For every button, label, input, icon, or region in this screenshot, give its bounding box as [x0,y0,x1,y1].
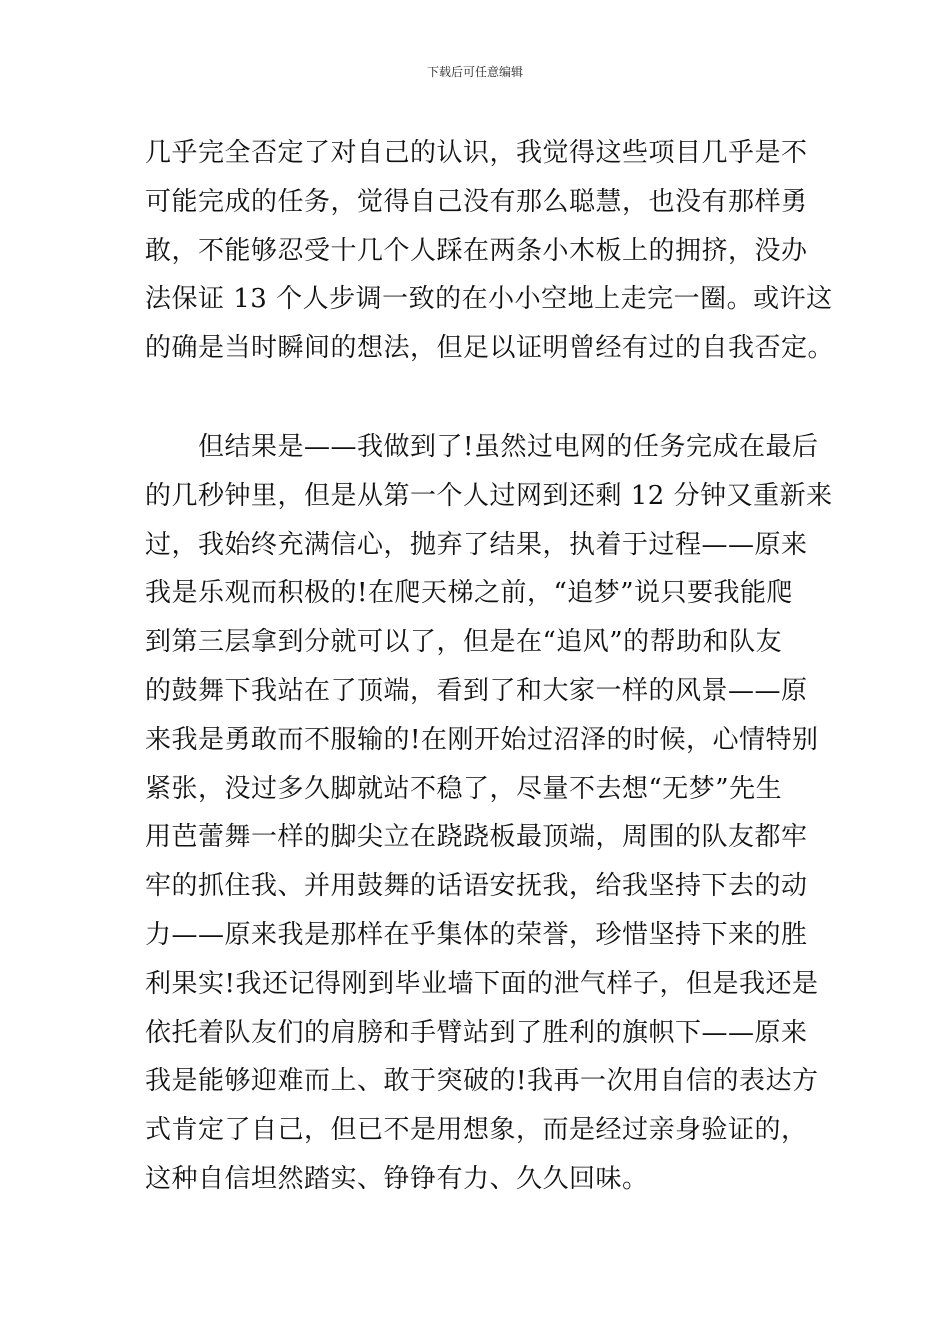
paragraph-line: 的几秒钟里，但是从第一个人过网到还剩 12 分钟又重新来 [145,480,833,511]
paragraph-line: 可能完成的任务，觉得自己没有那么聪慧，也没有那样勇 [145,186,808,217]
paragraph-line: 但结果是——我做到了!虽然过电网的任务完成在最后 [145,432,819,462]
paragraph-line: 过，我始终充满信心，抛弃了结果，执着于过程——原来 [145,529,808,560]
paragraph-2 [145,423,833,1204]
paragraph-line: 来我是勇敢而不服输的!在刚开始过沼泽的时候，心情特别 [145,724,819,755]
page-header: 下载后可任意编辑 [426,65,523,79]
paragraph-line: 式肯定了自己，但已不是用想象，而是经过亲身验证的， [145,1115,808,1146]
paragraph-line: 这种自信坦然踏实、铮铮有力、久久回味。 [145,1163,649,1194]
paragraph-line: 的确是当时瞬间的想法，但足以证明曾经有过的自我否定。 [145,333,835,364]
paragraph-line: 到第三层拿到分就可以了，但是在“追风”的帮助和队友 [145,627,783,658]
paragraph-line: 力——原来我是那样在乎集体的荣誉，珍惜坚持下来的胜 [145,919,808,950]
paragraph-line: 法保证 13 个人步调一致的在小小空地上走完一圈。或许这 [145,284,833,315]
paragraph-line: 紧张，没过多久脚就站不稳了，尽量不去想“无梦”先生 [145,773,783,804]
paragraph-line: 牢的抓住我、并用鼓舞的话语安抚我，给我坚持下去的动 [145,871,808,902]
paragraph-line: 的鼓舞下我站在了顶端，看到了和大家一样的风景——原 [145,675,808,706]
paragraph-line: 敢，不能够忍受十几个人踩在两条小木板上的拥挤，没办 [145,235,808,266]
paragraph-line: 几乎完全否定了对自己的认识，我觉得这些项目几乎是不 [145,138,808,168]
paragraph-line: 用芭蕾舞一样的脚尖立在跷跷板最顶端，周围的队友都牢 [145,822,808,853]
paragraph-1 [145,129,835,373]
paragraph-line: 依托着队友们的肩膀和手臂站到了胜利的旗帜下——原来 [145,1017,808,1048]
paragraph-line: 利果实!我还记得刚到毕业墙下面的泄气样子，但是我还是 [145,968,819,999]
paragraph-line: 我是能够迎难而上、敢于突破的!我再一次用自信的表达方 [145,1066,819,1097]
paragraph-line: 我是乐观而积极的!在爬天梯之前，“追梦”说只要我能爬 [145,578,794,609]
